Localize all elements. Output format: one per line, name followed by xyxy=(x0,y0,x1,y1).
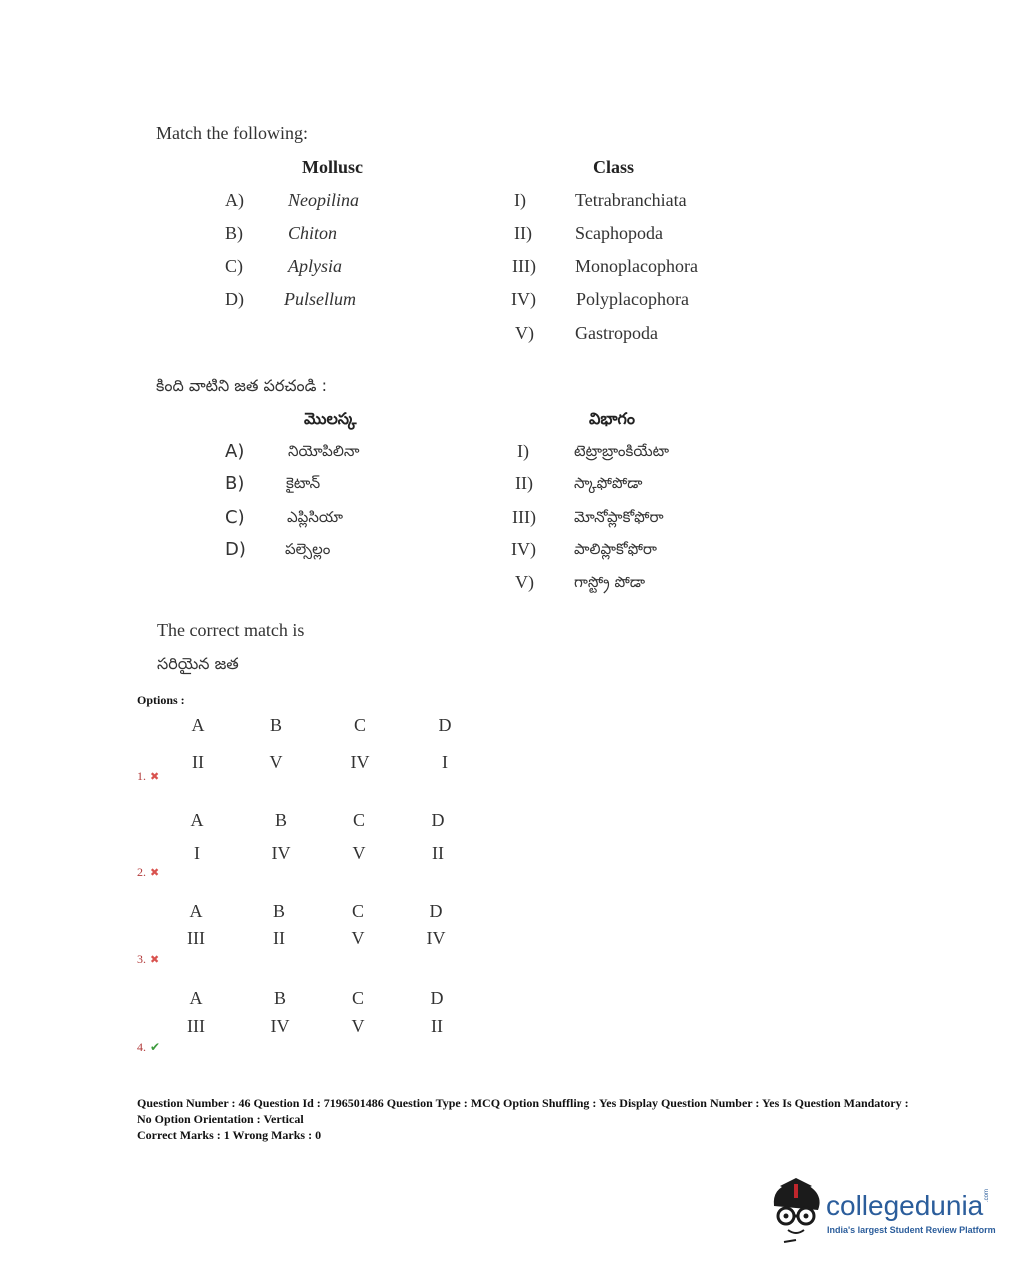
right-label: V) xyxy=(515,323,534,343)
option-header: A xyxy=(189,901,203,921)
option-value: II xyxy=(432,843,444,863)
left-item: Aplysia xyxy=(288,256,342,276)
option-number-text: 1. xyxy=(137,769,146,783)
option-header: B xyxy=(274,810,287,830)
option-header: B xyxy=(272,901,285,921)
wrong-mark-icon: ✖ xyxy=(150,866,160,879)
option-header: B xyxy=(269,715,282,735)
option-header: C xyxy=(353,715,366,735)
column-header-class: Class xyxy=(593,157,635,177)
option-header: C xyxy=(351,901,364,921)
option-value: I xyxy=(442,752,448,772)
wrong-mark-icon: ✖ xyxy=(150,953,160,966)
option-number xyxy=(137,1040,160,1055)
collegedunia-logo xyxy=(766,1176,996,1248)
left-item: Pulsellum xyxy=(284,289,356,309)
left-label: C) xyxy=(225,256,243,276)
column-header-class-te: విభాగం xyxy=(589,409,635,428)
mascot-icon xyxy=(766,1176,826,1246)
right-label: I) xyxy=(517,441,529,461)
logo-name: collegedunia xyxy=(826,1190,984,1221)
right-label: III) xyxy=(512,256,536,276)
option-value: V xyxy=(351,1016,365,1036)
check-mark-icon: ✔ xyxy=(150,1040,161,1054)
option-value: IV xyxy=(270,1016,290,1036)
option-value: III xyxy=(187,1016,205,1036)
right-item: స్కాఫోపోడా xyxy=(574,474,643,492)
option-value: V xyxy=(269,752,283,772)
option-value: V xyxy=(352,843,366,863)
left-item: కైటాన్ xyxy=(286,474,321,492)
right-label: I) xyxy=(514,190,526,210)
option-header: C xyxy=(351,988,364,1008)
right-item: పాలిప్లాకోఫోరా xyxy=(574,540,657,558)
question-intro-te: కింది వాటిని జత పరచండి : xyxy=(156,376,327,395)
option-number xyxy=(137,769,159,784)
option-value: III xyxy=(187,928,205,948)
option-header: D xyxy=(430,988,444,1008)
right-item: Tetrabranchiata xyxy=(575,190,687,210)
column-header-mollusc-te: మొలస్క xyxy=(304,409,357,428)
option-number xyxy=(137,865,159,880)
left-label: D) xyxy=(225,539,246,560)
option-number-text: 4. xyxy=(137,1040,146,1054)
option-header: A xyxy=(189,988,203,1008)
right-item: మోనోప్లాకోఫోరా xyxy=(574,508,664,526)
left-item: Neopilina xyxy=(288,190,359,210)
options-label: Options : xyxy=(137,693,185,707)
option-value: IV xyxy=(271,843,291,863)
option-value: IV xyxy=(426,928,446,948)
right-label: IV) xyxy=(511,289,536,309)
left-label: C) xyxy=(225,507,245,528)
right-item: టెట్రాబ్రాంకియేటా xyxy=(574,442,670,460)
option-number-text: 3. xyxy=(137,952,146,966)
option-header: D xyxy=(429,901,443,921)
option-value: II xyxy=(192,752,204,772)
option-number xyxy=(137,952,159,967)
left-item: Chiton xyxy=(288,223,338,243)
left-label: B) xyxy=(225,473,245,494)
right-label: III) xyxy=(512,507,536,527)
right-item: గాస్ట్రో పోడా xyxy=(574,573,646,591)
option-number-text: 2. xyxy=(137,865,146,879)
marks-metadata: Correct Marks : 1 Wrong Marks : 0 xyxy=(137,1128,322,1142)
left-item: పల్సెల్లం xyxy=(285,540,331,558)
option-header: B xyxy=(273,988,286,1008)
question-metadata: Question Number : 46 Question Id : 7196501486 Question Type : MCQ Option Shuffling : Yes Display Question Number : Yes Is Question Mandatory : No Option Orientation : Vertical xyxy=(137,1096,909,1126)
option-value: IV xyxy=(350,752,370,772)
left-item: నియోపిలినా xyxy=(288,442,360,460)
logo-com: .com xyxy=(984,1188,990,1202)
prompt-en: The correct match is xyxy=(157,620,305,640)
right-item: Polyplacophora xyxy=(576,289,689,309)
option-header: A xyxy=(191,715,205,735)
left-item: ఎప్లిసియా xyxy=(287,508,343,526)
wrong-mark-icon: ✖ xyxy=(150,770,160,783)
column-header-mollusc: Mollusc xyxy=(302,157,363,177)
option-header: D xyxy=(431,810,445,830)
option-value: I xyxy=(194,843,200,863)
option-value: V xyxy=(351,928,365,948)
left-label: B) xyxy=(225,223,243,243)
right-label: II) xyxy=(515,473,533,493)
option-header: A xyxy=(190,810,204,830)
option-header: C xyxy=(352,810,365,830)
question-intro-en: Match the following: xyxy=(156,123,308,143)
option-header: D xyxy=(438,715,452,735)
left-label: A) xyxy=(225,441,245,462)
right-item: Scaphopoda xyxy=(575,223,663,243)
right-item: Monoplacophora xyxy=(575,256,698,276)
left-label: D) xyxy=(225,289,244,309)
prompt-te: సరియైన జత xyxy=(157,654,239,673)
left-label: A) xyxy=(225,190,244,210)
right-label: II) xyxy=(514,223,532,243)
option-value: II xyxy=(273,928,285,948)
right-label: V) xyxy=(515,572,534,592)
option-value: II xyxy=(431,1016,443,1036)
right-label: IV) xyxy=(511,539,536,559)
right-item: Gastropoda xyxy=(575,323,658,343)
logo-tagline: India's largest Student Review Platform xyxy=(827,1225,996,1235)
